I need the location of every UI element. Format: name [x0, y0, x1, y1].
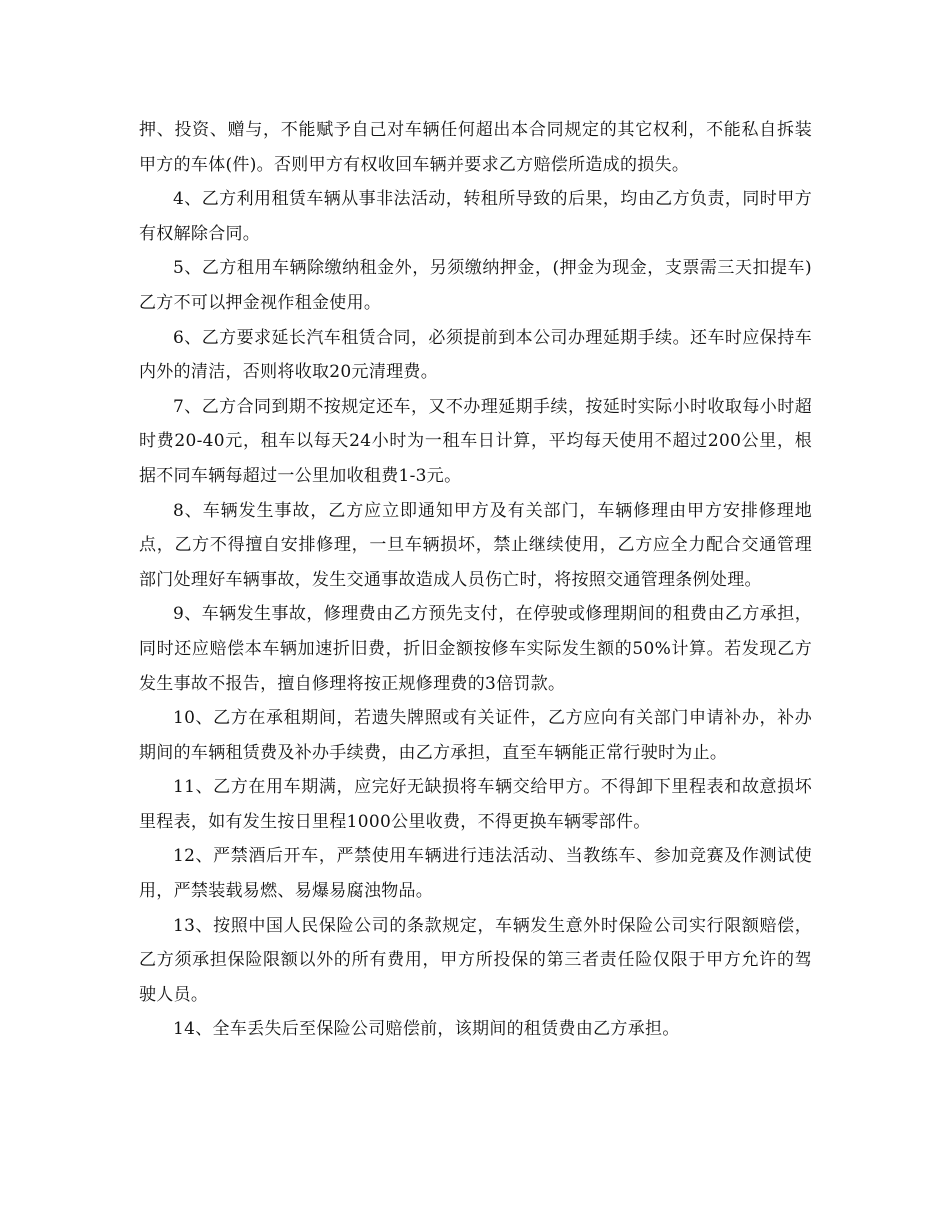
paragraph-continuation: 押、投资、赠与，不能赋予自己对车辆任何超出本合同规定的其它权利，不能私自拆装甲方的车体(件)。否则甲方有权收回车辆并要求乙方赔偿所造成的损失。	[139, 120, 812, 175]
clause-12: 12、严禁酒后开车，严禁使用车辆进行违法活动、当教练车、参加竞赛及作测试使用，严禁装载易燃、易爆易腐浊物品。	[139, 846, 812, 902]
clause-9: 9、车辆发生事故，修理费由乙方预先支付，在停驶或修理期间的租费由乙方承担，同时还应赔偿本车辆加速折旧费，折旧金额按修车实际发生额的50%计算。若发现乙方发生事故不报告，擅自修理将按正规修理费的3倍罚款。	[139, 604, 812, 694]
clause-5: 5、乙方租用车辆除缴纳租金外，另须缴纳押金，(押金为现金，支票需三天扣提车)乙方不可以押金视作租金使用。	[139, 258, 812, 313]
clause-14: 14、全车丢失后至保险公司赔偿前，该期间的租赁费由乙方承担。	[173, 1019, 680, 1040]
clause-13: 13、按照中国人民保险公司的条款规定，车辆发生意外时保险公司实行限额赔偿，乙方须承担保险限额以外的所有费用，甲方所投保的第三者责任险仅限于甲方允许的驾驶人员。	[139, 915, 812, 1005]
clause-4: 4、乙方利用租赁车辆从事非法活动，转租所导致的后果，均由乙方负责，同时甲方有权解除合同。	[139, 189, 812, 244]
clause-6: 6、乙方要求延长汽车租赁合同，必须提前到本公司办理延期手续。还车时应保持车内外的清洁，否则将收取20元清理费。	[139, 327, 812, 383]
clause-7: 7、乙方合同到期不按规定还车，又不办理延期手续，按延时实际小时收取每小时超时费20-40元，租车以每天24小时为一租车日计算，平均每天使用不超过200公里，根据不同车辆每超过一公里加收租费1-3元。	[139, 396, 812, 486]
clause-10: 10、乙方在承租期间，若遗失牌照或有关证件，乙方应向有关部门申请补办，补办期间的车辆租赁费及补办手续费，由乙方承担，直至车辆能正常行驶时为止。	[139, 708, 812, 763]
document-body	[139, 113, 812, 1047]
clause-8: 8、车辆发生事故，乙方应立即通知甲方及有关部门，车辆修理由甲方安排修理地点，乙方不得擅自安排修理，一旦车辆损坏，禁止继续使用，乙方应全力配合交通管理部门处理好车辆事故，发生交通事故造成人员伤亡时，将按照交通管理条例处理。	[139, 500, 812, 590]
clause-11: 11、乙方在用车期满，应完好无缺损将车辆交给甲方。不得卸下里程表和故意损坏里程表，如有发生按日里程1000公里收费，不得更换车辆零部件。	[139, 777, 812, 832]
